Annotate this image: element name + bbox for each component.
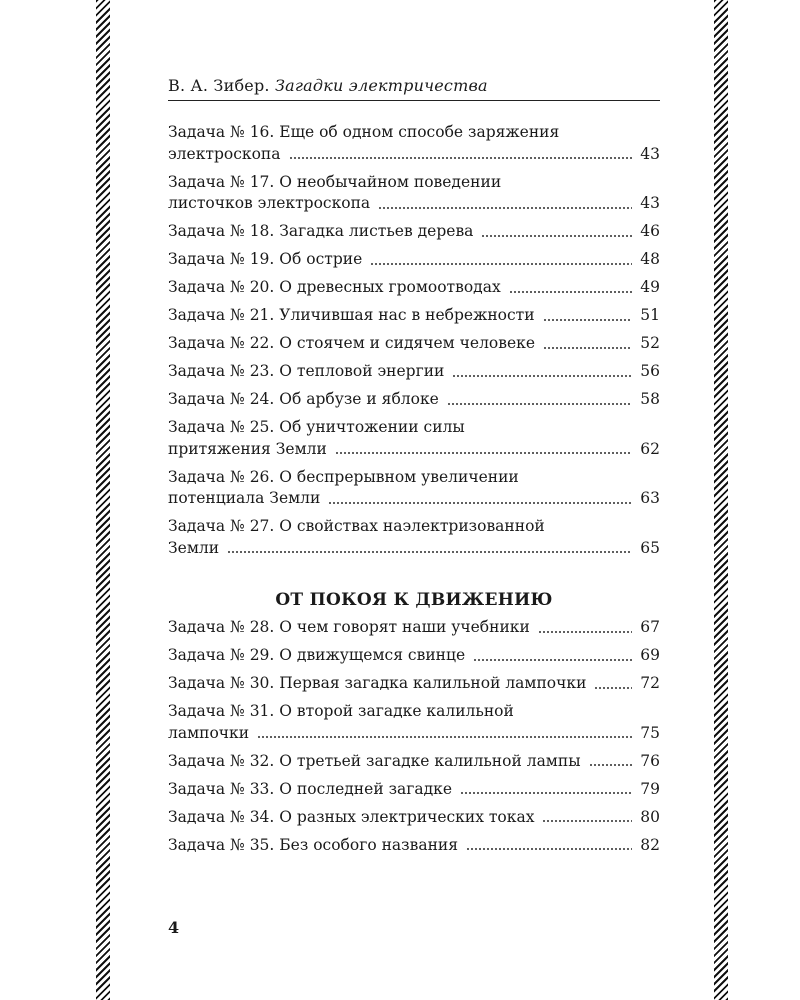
toc-entry[interactable] xyxy=(168,417,660,460)
toc-entry-last-line xyxy=(168,779,660,801)
toc-list-part-1 xyxy=(168,122,660,559)
toc-entry-title-line: Земли xyxy=(168,538,220,557)
dot-leader xyxy=(543,346,632,350)
dot-leader xyxy=(289,156,633,160)
toc-entry-page-number: 43 xyxy=(640,144,660,163)
toc-entry-title-line: Задача № 23. О тепловой энергии xyxy=(168,362,445,380)
toc-entry-title-line: Задача № 29. О движущемся свинце xyxy=(168,646,466,664)
toc-entry-last-line xyxy=(168,193,660,215)
toc-entry[interactable] xyxy=(168,389,660,411)
toc-entry-page-number: 51 xyxy=(640,306,660,324)
section-title: ОТ ПОКОЯ К ДВИЖЕНИЮ xyxy=(275,590,553,610)
toc-entry-last-line xyxy=(168,807,660,829)
toc-entry-page-number: 67 xyxy=(640,618,660,636)
toc-entry[interactable] xyxy=(168,835,660,857)
toc-entry-page-number: 76 xyxy=(640,751,660,770)
toc-entry-last-line xyxy=(168,645,660,667)
toc-entry[interactable] xyxy=(168,617,660,639)
toc-entry-title-line: лампочки xyxy=(168,723,250,742)
toc-entry-title-line: электроскопа xyxy=(168,144,281,163)
dot-leader xyxy=(594,686,632,690)
toc-entry-title-line: листочков электроскопа xyxy=(168,194,371,212)
dot-leader xyxy=(227,550,632,554)
toc-list-part-2 xyxy=(168,617,660,856)
toc-entry-title-line: Задача № 17. О необычайном поведении xyxy=(168,172,502,191)
toc-entry[interactable] xyxy=(168,221,660,243)
dot-leader xyxy=(466,847,632,851)
toc-entry-page-number: 46 xyxy=(640,222,660,240)
toc-entry-page-number: 69 xyxy=(640,646,660,664)
toc-entry-title-line: притяжения Земли xyxy=(168,439,327,458)
dot-leader xyxy=(481,234,632,238)
page-number: 4 xyxy=(168,918,180,937)
toc-entry-title-line: Задача № 22. О стоячем и сидячем человеке xyxy=(168,334,536,352)
toc-entry-last-line xyxy=(168,305,660,327)
dot-leader xyxy=(378,206,632,210)
toc-entry[interactable] xyxy=(168,751,660,773)
toc-entry-page-number: 75 xyxy=(640,723,660,742)
toc-entry-title-line: Задача № 26. О беспрерывном увеличении xyxy=(168,467,519,486)
toc-entry-last-line xyxy=(168,751,660,773)
toc-entry-title-line: потенциала Земли xyxy=(168,489,321,507)
dot-leader xyxy=(447,402,632,406)
running-head xyxy=(168,76,660,101)
toc-entry-title-line: Задача № 33. О последней загадке xyxy=(168,779,453,798)
toc-entry[interactable] xyxy=(168,305,660,327)
toc-entry-last-line xyxy=(168,538,660,560)
toc-entry-page-number: 48 xyxy=(640,250,660,268)
toc-entry-title-line: Задача № 30. Первая загадка калильной лампочки xyxy=(168,674,587,692)
right-page-edge-decoration xyxy=(714,0,728,1000)
toc-entry[interactable] xyxy=(168,673,660,695)
running-head-author: В. А. Зибер. xyxy=(168,76,270,95)
toc-entry[interactable] xyxy=(168,122,660,165)
toc-entry-last-line xyxy=(168,389,660,411)
toc-entry[interactable] xyxy=(168,172,660,215)
toc-entry-title-line: Задача № 21. Уличившая нас в небрежности xyxy=(168,306,535,324)
toc-entry-page-number: 79 xyxy=(640,779,660,798)
toc-entry-page-number: 43 xyxy=(640,194,660,212)
toc-entry-title-line: Задача № 18. Загадка листьев дерева xyxy=(168,222,474,240)
toc-entry[interactable] xyxy=(168,516,660,559)
toc-entry-last-line xyxy=(168,835,660,857)
dot-leader xyxy=(589,763,632,767)
toc-entry-title-line: Задача № 25. Об уничтожении силы xyxy=(168,418,465,436)
toc-entry[interactable] xyxy=(168,645,660,667)
toc-entry[interactable] xyxy=(168,807,660,829)
dot-leader xyxy=(257,735,632,739)
toc-entry-title-line: Задача № 19. Об острие xyxy=(168,250,363,268)
toc-entry-last-line xyxy=(168,673,660,695)
toc-entry[interactable] xyxy=(168,333,660,355)
toc-entry-page-number: 72 xyxy=(640,674,660,692)
toc-entry-page-number: 82 xyxy=(640,835,660,854)
toc-entry-last-line xyxy=(168,488,660,510)
toc-entry[interactable] xyxy=(168,277,660,299)
toc-entry-page-number: 62 xyxy=(640,439,660,458)
toc-entry-last-line xyxy=(168,723,660,745)
toc-entry-page-number: 56 xyxy=(640,362,660,380)
toc-entry-page-number: 80 xyxy=(640,807,660,826)
toc-entry-page-number: 52 xyxy=(640,334,660,352)
toc-entry-last-line xyxy=(168,439,660,461)
toc-entry-last-line xyxy=(168,277,660,299)
toc-entry-page-number: 65 xyxy=(640,538,660,557)
dot-leader xyxy=(370,262,632,266)
toc-entry[interactable] xyxy=(168,467,660,510)
dot-leader xyxy=(543,318,632,322)
toc-entry-last-line xyxy=(168,144,660,166)
toc-entry-title-line: Задача № 24. Об арбузе и яблоке xyxy=(168,390,439,408)
dot-leader xyxy=(509,290,632,294)
table-of-contents xyxy=(168,122,660,863)
toc-entry-last-line xyxy=(168,617,660,639)
toc-entry-last-line xyxy=(168,221,660,243)
toc-entry[interactable] xyxy=(168,361,660,383)
toc-entry-title-line: Задача № 32. О третьей загадке калильной лампы xyxy=(168,751,581,770)
left-page-edge-decoration xyxy=(96,0,110,1000)
dot-leader xyxy=(452,374,632,378)
toc-entry-page-number: 58 xyxy=(640,390,660,408)
toc-entry-last-line xyxy=(168,361,660,383)
toc-entry-page-number: 49 xyxy=(640,278,660,296)
toc-entry-title-line: Задача № 28. О чем говорят наши учебники xyxy=(168,618,530,636)
toc-entry-title-line: Задача № 20. О древесных громоотводах xyxy=(168,278,501,296)
toc-entry-last-line xyxy=(168,333,660,355)
toc-entry-page-number: 63 xyxy=(640,489,660,507)
running-head-book-title: Загадки электричества xyxy=(274,76,488,95)
toc-entry-title-line: Задача № 35. Без особого названия xyxy=(168,835,459,854)
toc-entry[interactable] xyxy=(168,779,660,801)
dot-leader xyxy=(542,819,632,823)
dot-leader xyxy=(538,630,632,634)
toc-entry-title-line: Задача № 27. О свойствах наэлектризованной xyxy=(168,517,545,535)
dot-leader xyxy=(335,451,632,455)
toc-entry[interactable] xyxy=(168,249,660,271)
toc-entry[interactable] xyxy=(168,701,660,744)
dot-leader xyxy=(328,501,632,505)
dot-leader xyxy=(473,658,632,662)
toc-entry-title-line: Задача № 34. О разных электрических токах xyxy=(168,807,535,826)
dot-leader xyxy=(460,791,632,795)
toc-entry-title-line: Задача № 31. О второй загадке калильной xyxy=(168,702,514,720)
toc-entry-title-line: Задача № 16. Еще об одном способе заряжения xyxy=(168,123,560,141)
toc-entry-last-line xyxy=(168,249,660,271)
